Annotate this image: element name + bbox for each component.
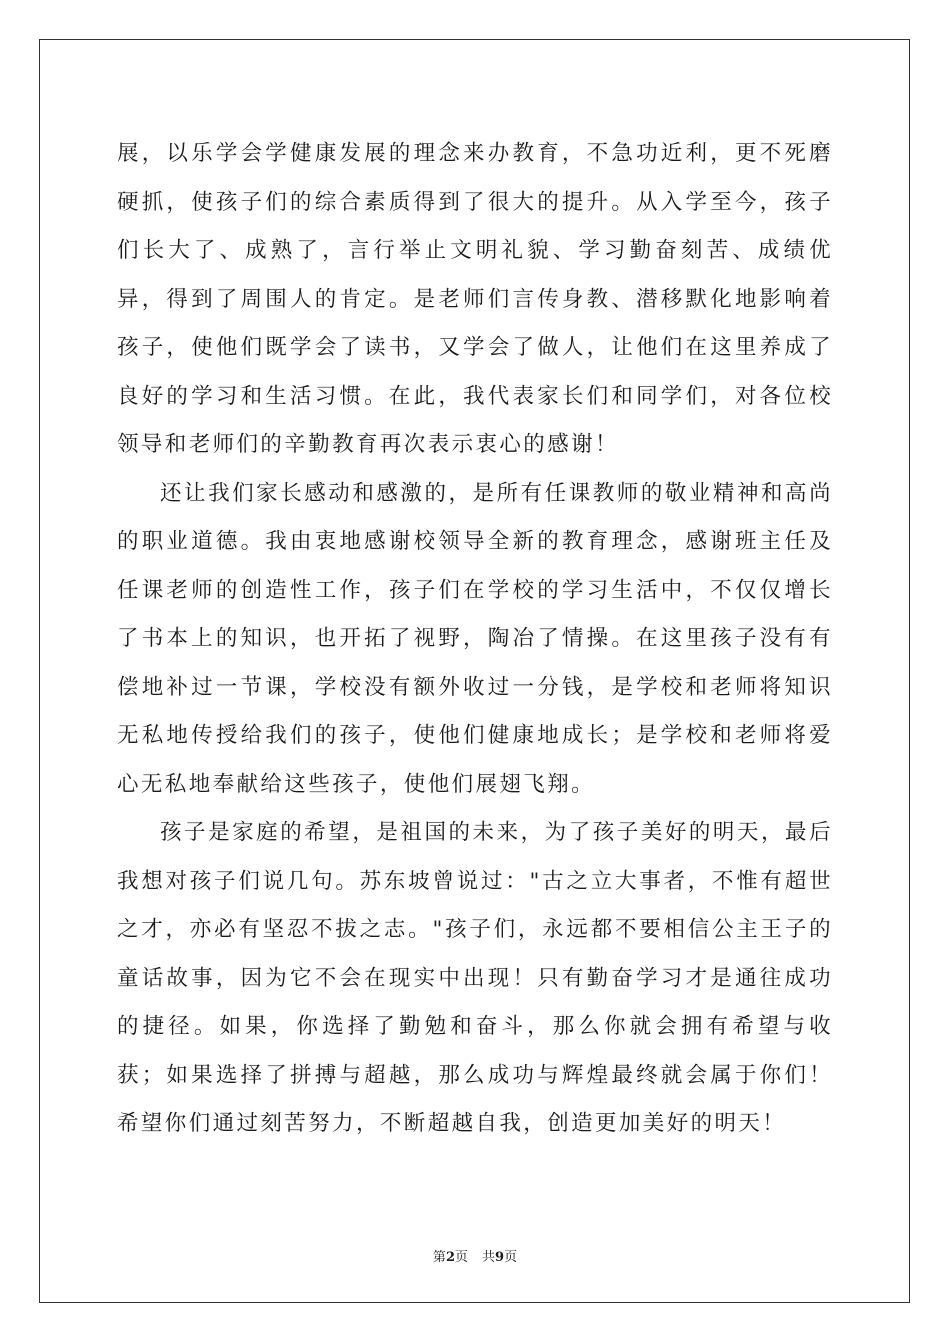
paragraph-3: 孩子是家庭的希望，是祖国的未来，为了孩子美好的明天，最后我想对孩子们说几句。苏东坡曾说过："古之立大事者，不惟有超世之才，亦必有坚忍不拔之志。"孩子们，永远都不要相信公主王子的童话故事，因为它不会在现实中出现！只有勤奋学习才是通往成功的捷径。如果，你选择了勤勉和奋斗，那么你就会拥有希望与收获；如果选择了拼搏与超越，那么成功与辉煌最终就会属于你们！希望你们通过刻苦努力，不断超越自我，创造更加美好的明天！ xyxy=(117,820,833,1136)
total-prefix: 共 xyxy=(482,1250,496,1265)
paragraph-2: 还让我们家长感动和感激的，是所有任课教师的敬业精神和高尚的职业道德。我由衷地感谢校领导全新的教育理念，感谢班主任及任课老师的创造性工作，孩子们在学校的学习生活中，不仅仅增长了书本上的知识，也开拓了视野，陶冶了情操。在这里孩子没有有偿地补过一节课，学校没有额外收过一分钱，是学校和老师将知识无私地传授给我们的孩子，使他们健康地成长；是学校和老师将爱心无私地奉献给这些孩子，使他们展翅飞翔。 xyxy=(117,480,833,797)
paragraph-1: 展，以乐学会学健康发展的理念来办教育，不急功近利，更不死磨硬抓，使孩子们的综合素质得到了很大的提升。从入学至今，孩子们长大了、成熟了，言行举止文明礼貌、学习勤奋刻苦、成绩优异，得到了周围人的肯定。是老师们言传身教、潜移默化地影响着孩子，使他们既学会了读书，又学会了做人，让他们在这里养成了良好的学习和生活习惯。在此，我代表家长们和同学们，对各位校领导和老师们的辛勤教育再次表示衷心的感谢！ xyxy=(117,141,833,457)
total-suffix: 页 xyxy=(504,1250,518,1265)
page-footer xyxy=(0,1246,950,1265)
document-body xyxy=(117,130,833,1149)
page-suffix: 页 xyxy=(454,1250,468,1265)
page-number: 2 xyxy=(445,1250,455,1265)
page-prefix: 第 xyxy=(432,1250,446,1265)
total-pages: 9 xyxy=(495,1250,505,1265)
